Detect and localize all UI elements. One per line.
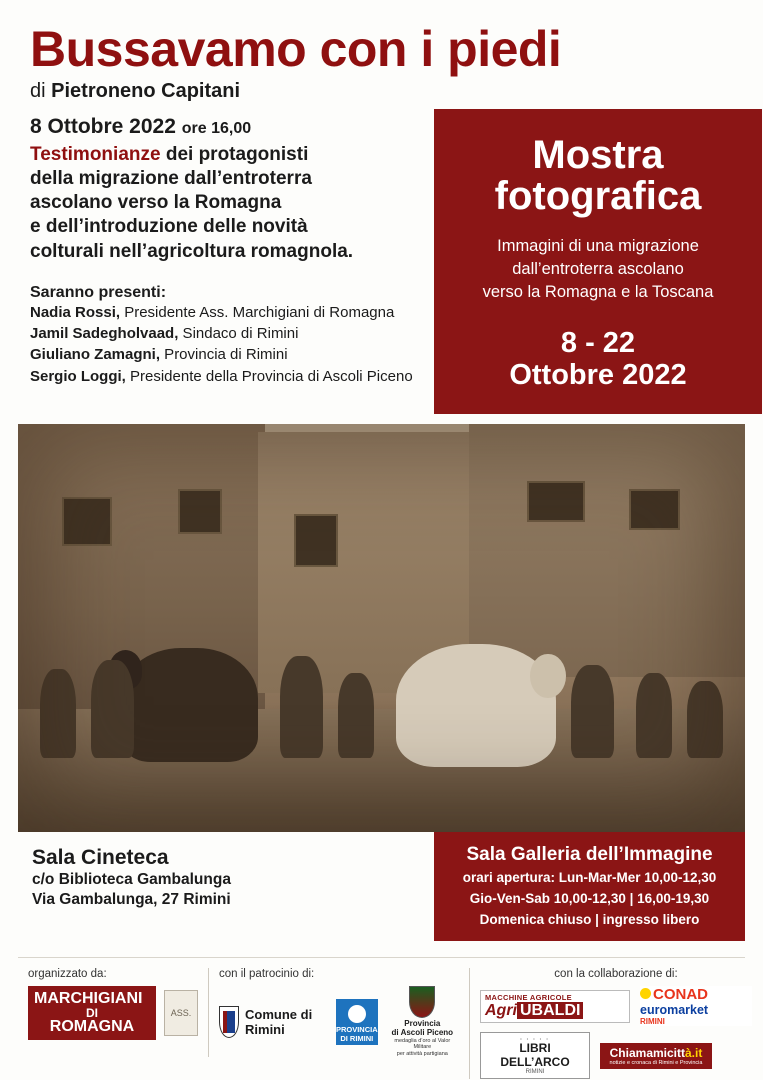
provincia-ascoli-piceno-logo (386, 986, 459, 1057)
lead-rest: dei protagonisti (160, 144, 309, 165)
venue-bar (18, 832, 745, 942)
guest-role: Presidente Ass. Marchigiani di Romagna (120, 303, 395, 321)
lead-line-3: ascolano verso la Romagna (30, 192, 282, 214)
libri-ornament-icon: • • • • • (520, 1036, 550, 1042)
venue-right (434, 832, 745, 942)
comune-di-rimini-logo (219, 1006, 328, 1038)
sponsor-group-organizer (18, 968, 208, 1040)
chiamamicitta-text: Chiamamicitt (609, 1045, 685, 1060)
exhibition-desc-line-1: Immagini di una migrazione (497, 236, 699, 255)
conad-text: CONAD (653, 986, 708, 1004)
exhibition-desc-line-3: verso la Romagna e la Toscana (482, 283, 714, 302)
marchigiani-crest-icon: ASS. (164, 990, 198, 1036)
venue-right-hours-2: Gio-Ven-Sab 10,00-12,30 | 16,00-19,30 (469, 891, 710, 907)
rimini-shield-icon (219, 1006, 239, 1038)
lead-line-2: della migrazione dall’entroterra (30, 168, 312, 190)
page-title: Bussavamo con i piedi (30, 21, 562, 77)
conad-city: RIMINI (640, 1017, 665, 1027)
lead-line-5: colturali nell’agricoltura romagnola. (30, 240, 354, 262)
guest-item (30, 366, 424, 387)
libri-name: LIBRI DELL’ARCO (500, 1041, 570, 1070)
exhibition-dates-line-1: 8 - 22 (560, 326, 636, 359)
lead-highlight: Testimonianze (30, 144, 161, 165)
provincia-ap-line-1: Provincia (404, 1019, 441, 1029)
exhibition-title (448, 135, 748, 217)
marchigiani-di-romagna-logo (28, 986, 156, 1040)
sponsor-group-collaborazione (469, 968, 762, 1079)
exhibition-dates (448, 327, 748, 392)
exhibition-desc-line-2: dall’entroterra ascolano (512, 260, 684, 279)
event-details (30, 115, 434, 387)
provincia-ap-line-2: di Ascoli Piceno (391, 1028, 454, 1038)
comune-label: Comune di Rimini (245, 1006, 313, 1037)
agri-top-text: MACCHINE AGRICOLE (485, 992, 572, 1002)
venue-left-line-2: Via Gambalunga, 27 Rimini (32, 891, 231, 909)
guest-name: Nadia Rossi, (30, 303, 121, 321)
provincia-rimini-line-1: PROVINCIA (335, 1024, 378, 1034)
guest-role: Provincia di Rimini (160, 346, 288, 364)
guest-item (30, 344, 424, 365)
guest-item (30, 302, 424, 323)
author-line (30, 80, 733, 103)
marchigiani-line-1: MARCHIGIANI (34, 990, 143, 1008)
organizer-logos (28, 986, 198, 1040)
guest-name: Jamil Sadegholvaad, (30, 324, 179, 342)
conad-euromarket-logo (640, 986, 752, 1026)
historic-photo (18, 424, 745, 832)
photo-background (18, 424, 745, 832)
venue-left (18, 832, 434, 942)
libri-dellarco-logo (480, 1032, 590, 1079)
patrocinio-label: con il patrocinio di: (219, 968, 315, 981)
provincia-ap-line-4: per attività partigiana (396, 1050, 448, 1057)
libri-city: RIMINI (525, 1069, 545, 1076)
guest-name: Sergio Loggi, (30, 367, 126, 385)
patrocinio-logos (219, 986, 459, 1057)
ascoli-crest-icon (409, 986, 435, 1018)
event-time: ore 16,00 (181, 120, 252, 137)
exhibition-title-line-1: Mostra (532, 133, 664, 177)
collaborator-row (480, 986, 752, 1026)
exhibition-panel (434, 109, 762, 414)
sponsor-bar (18, 957, 745, 1079)
agri-ubaldi-logo (480, 990, 630, 1023)
agri-word-1: Agri (485, 1001, 517, 1019)
guests-label: Saranno presenti: (30, 283, 167, 301)
marchigiani-line-3: ROMAGNA (49, 1018, 135, 1036)
exhibition-title-line-2: fotografica (494, 173, 702, 218)
event-date: 8 Ottobre 2022 (30, 115, 176, 138)
marchigiani-line-2: DI (86, 1006, 98, 1021)
sponsor-group-patrocinio (208, 968, 469, 1057)
venue-right-hours-1: orari apertura: Lun-Mar-Mer 10,00-12,30 (462, 869, 717, 885)
lead-line-4: e dell’introduzione delle novità (30, 216, 308, 238)
conad-name (640, 986, 752, 1003)
header (0, 0, 763, 103)
chiamamicitta-name (606, 1046, 706, 1060)
guest-name: Giuliano Zamagni, (30, 346, 161, 364)
provincia-ap-line-3: medaglia d’oro al Valor Militare (394, 1038, 451, 1051)
guest-role: Presidente della Provincia di Ascoli Piceno (125, 367, 413, 385)
collaborator-logos (480, 986, 752, 1079)
agri-word-2: UBALDI (517, 1002, 583, 1019)
venue-left-line-1: c/o Biblioteca Gambalunga (32, 870, 231, 888)
provincia-rimini-line-2: DI RIMINI (340, 1033, 374, 1043)
venue-right-title: Sala Galleria dell’Immagine (466, 843, 713, 865)
author-prefix: di (30, 80, 46, 102)
organized-label: organizzato da: (28, 968, 107, 981)
guest-role: Sindaco di Rimini (178, 324, 299, 342)
author-name: Pietroneno Capitani (51, 80, 241, 102)
collaborazione-label: con la collaborazione di: (554, 968, 678, 981)
guest-item (30, 323, 424, 344)
conad-euromarket: euromarket (640, 1003, 709, 1018)
venue-left-title: Sala Cineteca (32, 845, 169, 869)
chiamamicitta-tagline: notizie e cronaca di Rimini e Provincia (609, 1059, 703, 1066)
upper-section (0, 115, 763, 414)
exhibition-description (448, 235, 748, 305)
collaborator-row (480, 1032, 752, 1079)
event-lead (30, 143, 424, 264)
agri-main-text (485, 1002, 625, 1020)
conad-dot-icon (640, 988, 651, 999)
venue-right-hours-3: Domenica chiuso | ingresso libero (479, 912, 700, 928)
exhibition-dates-line-2: Ottobre 2022 (509, 359, 687, 392)
chiamamicitta-suffix: à.it (685, 1045, 703, 1060)
chiamamicitta-logo (600, 1043, 712, 1069)
photo-vignette (18, 424, 745, 832)
event-date-line (30, 115, 424, 139)
provincia-rimini-symbol-icon (348, 1005, 366, 1023)
provincia-di-rimini-logo (336, 999, 378, 1045)
